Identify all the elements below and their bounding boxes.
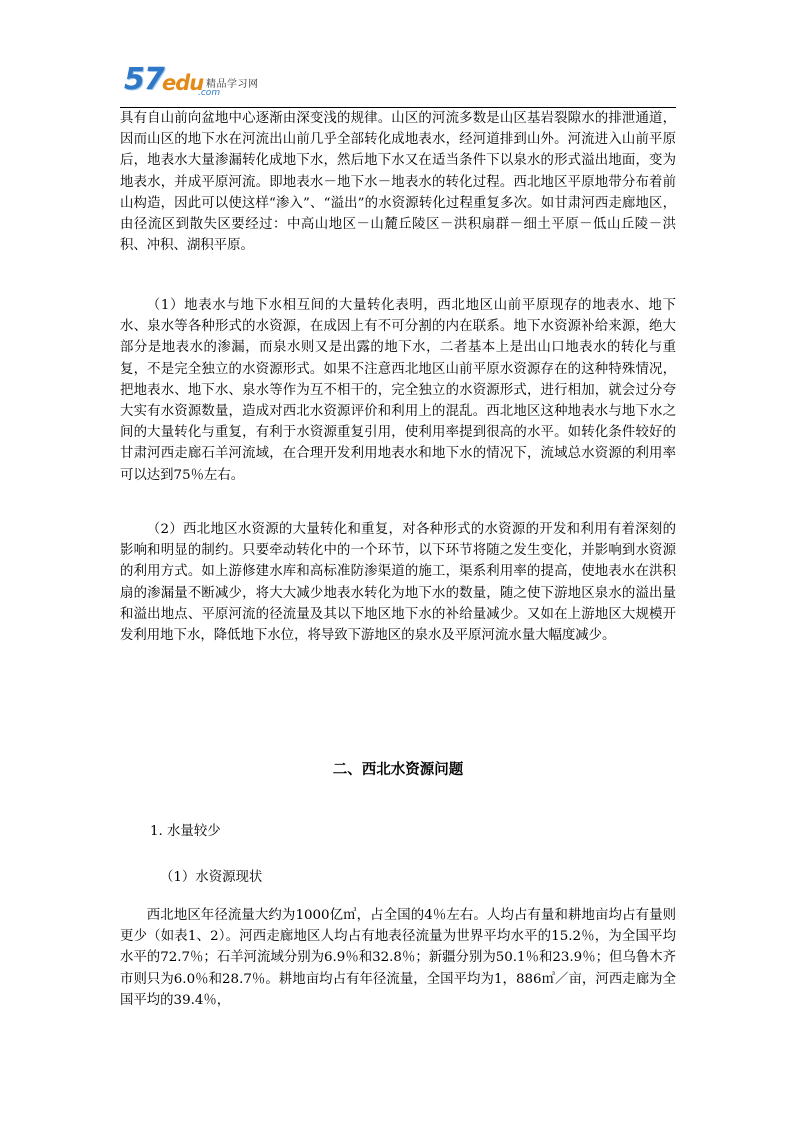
paragraph-point-1: （1）地表水与地下水相互间的大量转化表明，西北地区山前平原现存的地表水、地下水、泉水等各种形式的水资源，在成因上有不可分割的内在联系。地下水资源补给来源，绝大部分是地表水的渗漏，而泉水则又是出露的地下水，二者基本上是出山口地表水的转化与重复，不是完全独立的水资源形式。如果不注意西北地区山前平原水资源存在的这种特殊情况，把地表水、地下水、泉水等作为互不相干的，完全独立的水资源形式，进行相加，就会过分夸大实有水资源数量，造成对西北水资源评价和利用上的混乱。西北地区这种地表水与地下水之间的大量转化与重复，有利于水资源重复引用，使利用率提到很高的水平。如转化条件较好的甘肃河西走廊石羊河流域，在合理开发利用地表水和地下水的情况下，流域总水资源的利用率可以达到75％左右。 xyxy=(120,298,676,483)
site-logo[interactable] xyxy=(120,60,320,106)
page-header xyxy=(120,60,676,108)
logo-site-name: 精品学习网 xyxy=(206,79,259,90)
subheading-current-status: （1）水资源现状 xyxy=(160,870,263,885)
paragraph-point-2: （2）西北地区水资源的大量转化和重复，对各种形式的水资源的开发和利用有着深刻的影响和明显的制约。只要牵动转化中的一个环节，以下环节将随之发生变化，并影响到水资源的利用方式。如上游修建水库和高标准防渗渠道的施工，渠系利用率的提高，使地表水在洪积扇的渗漏量不断减少，将大大减少地表水转化为地下水的数量，随之使下游地区泉水的溢出量和溢出地点、平原河流的径流量及其以下地区地下水的补给量减少。又如在上游地区大规模开发利用地下水，降低地下水位，将导致下游地区的泉水及平原河流水量大幅度减少。 xyxy=(120,522,676,644)
subheading-water-quantity: 1. 水量较少 xyxy=(150,824,221,839)
paragraph-runoff-stats: 西北地区年径流量大约为1000亿㎥，占全国的4％左右。人均占有量和耕地亩均占有量则更少（如表1、2）。河西走廊地区人均占有地表径流量为世界平均水平的15.2％，为全国平均水平的72.7％；石羊河流域分别为6.9％和32.8％；新疆分别为50.1％和23.9％；但乌鲁木齐市则只为6.0％和28.7％。耕地亩均占有年径流量，全国平均为1，886㎥／亩，河西走廊为全国平均的39.4％， xyxy=(120,908,676,1008)
logo-domain: .com xyxy=(198,88,221,98)
section-heading: 二、西北水资源问题 xyxy=(332,761,464,778)
logo-number: 57 xyxy=(124,62,164,97)
logo-edu: edu xyxy=(162,71,204,95)
paragraph-groundwater-pattern: 具有自山前向盆地中心逐渐由深变浅的规律。山区的河流多数是山区基岩裂隙水的排泄通道，因而山区的地下水在河流出山前几乎全部转化成地表水，经河道排到山外。河流进入山前平原后，地表水大量渗漏转化成地下水，然后地下水又在适当条件下以泉水的形式溢出地面，变为地表水，并成平原河流。即地表水－地下水－地表水的转化过程。西北地区平原地带分布着前山构造，因此可以使这样“渗入”、“溢出”的水资源转化过程重复多次。如甘肃河西走廊地区，由径流区到散失区要经过：中高山地区－山麓丘陵区－洪积扇群－细土平原－低山丘陵－洪积、冲积、湖积平原。 xyxy=(120,111,676,254)
